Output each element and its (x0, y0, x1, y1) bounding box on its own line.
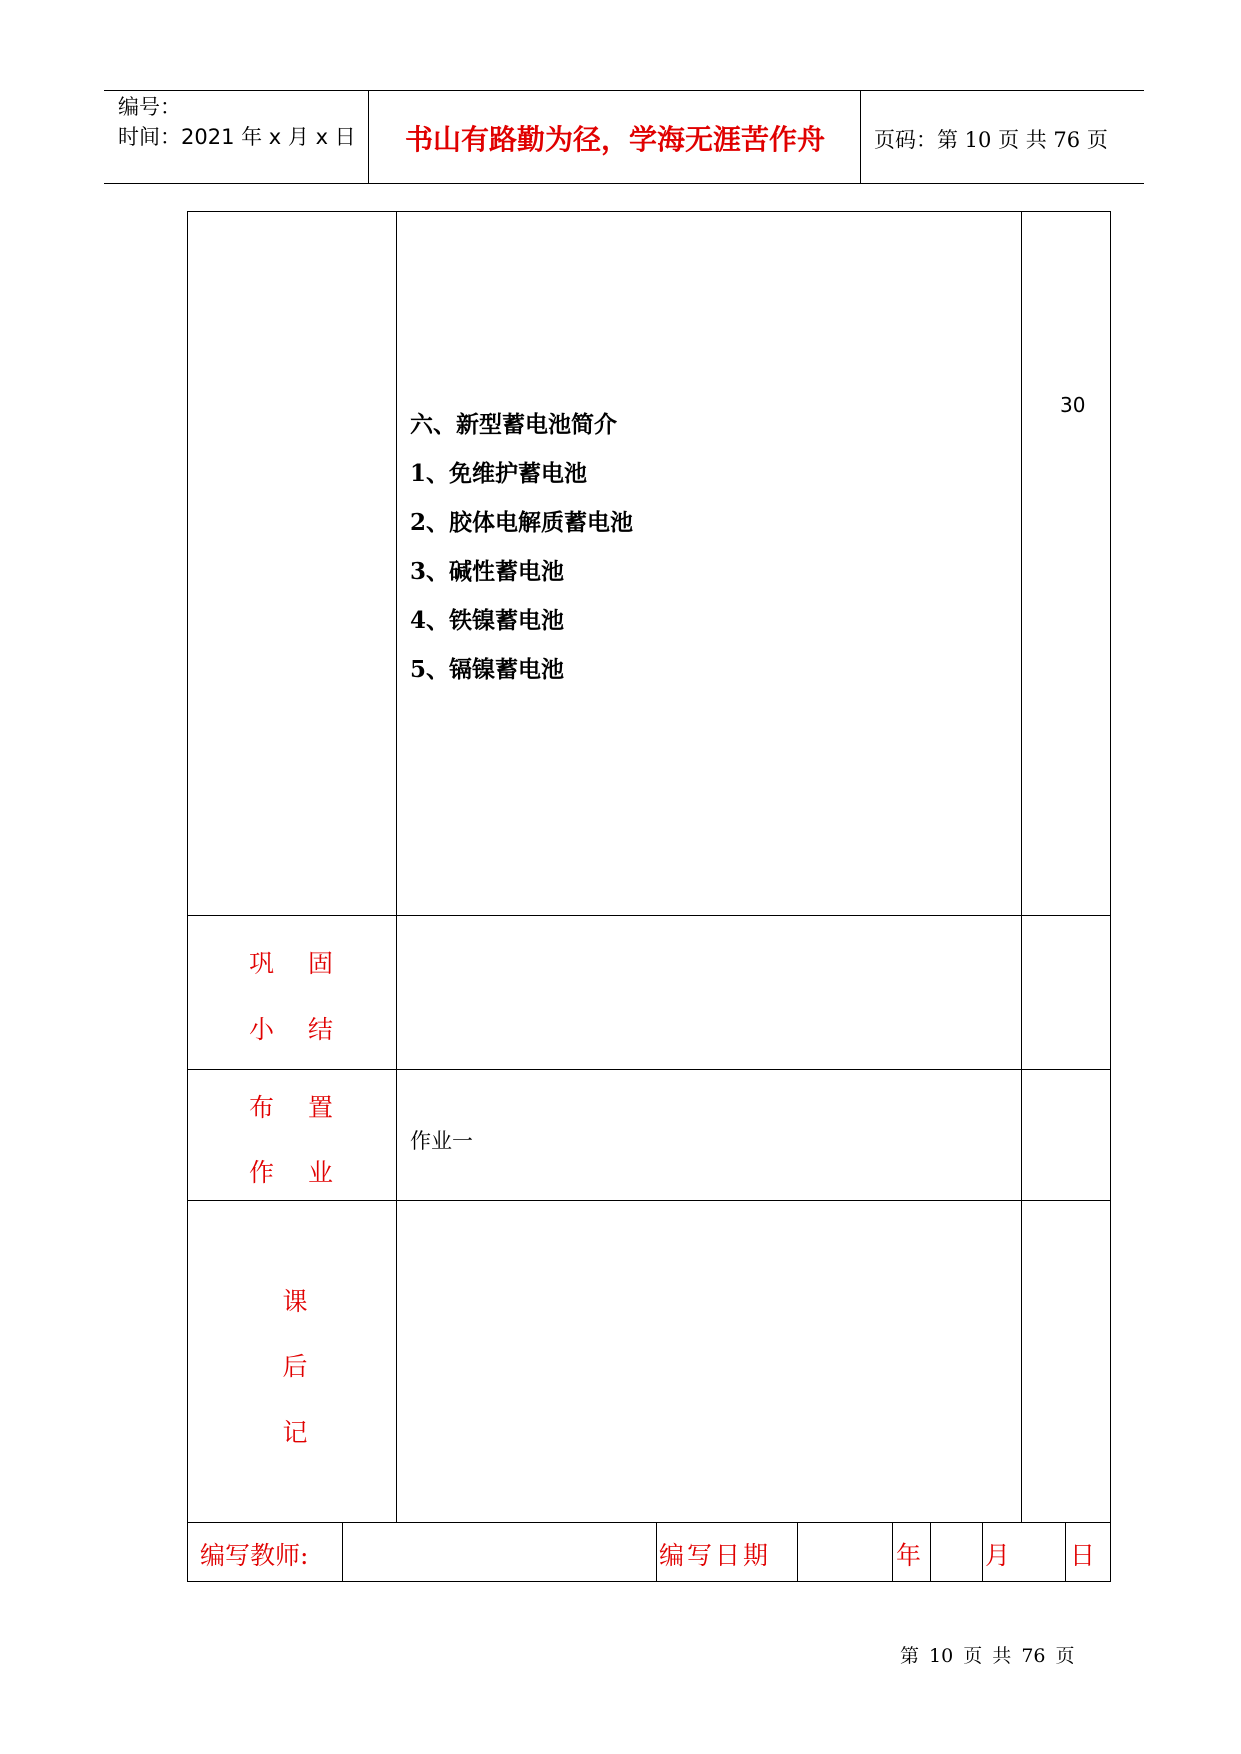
footer-row-divider-1 (342, 1522, 343, 1581)
page-footer: 第 10 页 共 76 页 (900, 1645, 1075, 1667)
lesson-item: 4、铁镍蓄电池 (410, 607, 565, 634)
date-label: 编写日期 (659, 1541, 772, 1570)
footer-row-divider-7 (1065, 1522, 1066, 1581)
header-bottom-rule (104, 183, 1144, 184)
table-rule-4 (187, 1522, 1111, 1523)
table-rule-3 (187, 1200, 1111, 1201)
number-label: 编号： (118, 95, 181, 119)
homework-label-row-1 (249, 1088, 333, 1124)
homework-char: 布 (249, 1093, 275, 1122)
homework-content: 作业一 (410, 1129, 473, 1153)
header-motto: 书山有路勤为径，学海无涯苦作舟 (404, 123, 825, 156)
table-col-left (187, 211, 188, 1582)
homework-char: 置 (307, 1093, 333, 1122)
footer-row-divider-3 (797, 1522, 798, 1581)
summary-char: 小 (249, 1015, 275, 1044)
summary-char: 结 (307, 1015, 333, 1044)
lesson-item: 1、免维护蓄电池 (410, 460, 588, 487)
reflection-char: 课 (282, 1287, 308, 1316)
table-rule-top (187, 211, 1111, 212)
reflection-char: 后 (282, 1352, 308, 1381)
homework-label-row-2 (249, 1153, 333, 1189)
header-page-info: 页码：第 10 页 共 76 页 (874, 128, 1108, 152)
lesson-content (410, 400, 633, 694)
lesson-item: 5、镉镍蓄电池 (410, 656, 565, 683)
summary-label-row-1 (249, 944, 333, 980)
lesson-minutes: 30 (1060, 393, 1086, 417)
time-label: 时间：2021 年 x 月 x 日 (118, 125, 356, 149)
footer-row-divider-4 (892, 1522, 893, 1581)
reflection-char: 记 (282, 1418, 308, 1447)
table-rule-2 (187, 1069, 1111, 1070)
footer-row-divider-6 (982, 1522, 983, 1581)
homework-char: 业 (307, 1158, 333, 1187)
homework-char: 作 (249, 1158, 275, 1187)
summary-char: 固 (307, 949, 333, 978)
header-top-rule (104, 90, 1144, 91)
footer-row-divider-5 (930, 1522, 931, 1581)
summary-char: 巩 (249, 949, 275, 978)
day-label: 日 (1070, 1541, 1096, 1570)
header-divider-left (368, 90, 369, 183)
header-meta (118, 92, 356, 152)
lesson-item: 2、胶体电解质蓄电池 (410, 509, 634, 536)
month-label: 月 (985, 1541, 1011, 1570)
lesson-heading: 六、新型蓄电池简介 (410, 411, 617, 438)
footer-row-divider-2 (656, 1522, 657, 1581)
table-rule-1 (187, 915, 1111, 916)
header-divider-right (860, 90, 861, 183)
table-col-time (1021, 211, 1022, 1522)
summary-label-row-2 (249, 1010, 333, 1046)
table-col-right (1110, 211, 1111, 1582)
table-col-label (396, 211, 397, 1522)
table-rule-bottom (187, 1581, 1111, 1582)
teacher-label: 编写教师: (200, 1541, 309, 1570)
year-label: 年 (896, 1541, 922, 1570)
lesson-item: 3、碱性蓄电池 (410, 558, 565, 585)
